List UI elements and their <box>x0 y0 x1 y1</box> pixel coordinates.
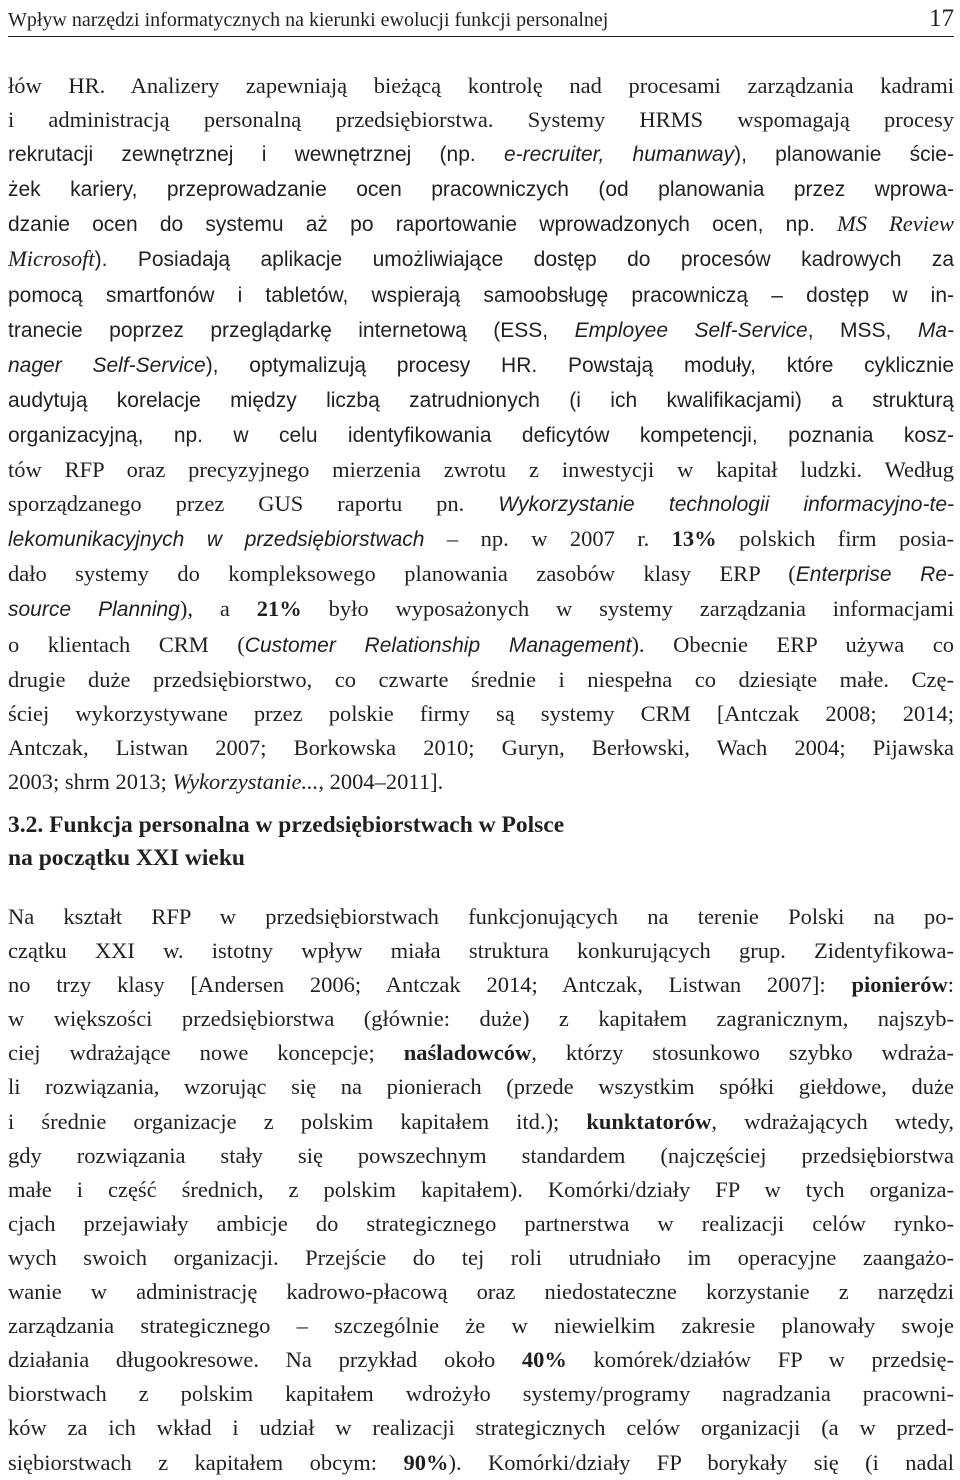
italic-text: Enterprise Re- <box>795 563 954 587</box>
text-line <box>8 103 954 137</box>
text-segment: działania długookresowe. Na przykład około <box>8 1347 522 1373</box>
text-line <box>8 383 954 418</box>
text-segment: no trzy klasy [Andersen 2006; Antczak 2014; Antczak, Listwan 2007]: <box>8 972 852 998</box>
text-line <box>8 1275 954 1309</box>
text-line <box>8 1241 954 1275</box>
text-line <box>8 522 954 557</box>
text-line <box>8 1309 954 1343</box>
text-line <box>8 765 954 799</box>
text-segment: zarządzania strategicznego – szczególnie że w niewielkim zakresie planowały swoje <box>8 1313 954 1339</box>
text-line <box>8 1377 954 1411</box>
text-segment: i administracją personalną przedsiębiorstwa. Systemy HRMS wspomagają procesy <box>8 107 954 133</box>
italic-text: Ma- <box>917 318 954 342</box>
bold-text: 90% <box>403 1449 449 1475</box>
text-line <box>8 1207 954 1241</box>
text-line <box>8 1070 954 1104</box>
text-line <box>8 1036 954 1070</box>
text-segment: sporządzanego przez GUS raportu pn. <box>8 491 499 517</box>
text-segment: i średnie organizacje z polskim kapitałem itd.); <box>8 1108 587 1134</box>
bold-text: pionierów <box>851 972 948 998</box>
italic-text: Wykorzystanie technologii informacyjno-te- <box>498 493 954 517</box>
italic-text: Wykorzystanie... <box>172 768 319 794</box>
text-segment: o klientach CRM ( <box>8 631 245 657</box>
text-line <box>8 663 954 697</box>
text-line <box>8 278 954 313</box>
text-segment: – np. w 2007 r. <box>424 526 672 552</box>
text-segment: cjach przejawiały ambicje do strategicznego partnerstwa w realizacji celów rynko- <box>8 1210 954 1236</box>
text-segment: , którzy stosunkowo szybko wdraża- <box>531 1040 954 1066</box>
section-heading <box>8 809 954 875</box>
text-segment: siębiorstwach z kapitałem obcym: <box>8 1449 404 1475</box>
text-segment: Na kształt RFP w przedsiębiorstwach funkcjonujących na terenie Polski na po- <box>8 904 954 929</box>
text-line <box>8 453 954 487</box>
italic-text: lekomunikacyjnych w przedsiębiorstwach <box>8 528 425 552</box>
text-line <box>8 1173 954 1207</box>
text-line <box>8 137 954 172</box>
text-line <box>8 592 954 627</box>
italic-text: Employee Self-Service <box>574 318 808 342</box>
text-segment: , 2004–2011]. <box>318 768 444 794</box>
text-segment: organizacyjną, np. w celu identyfikowania deficytów kompetencji, poznania kosz- <box>8 423 954 447</box>
text-segment: , wdrażających wtedy, <box>711 1108 954 1134</box>
text-line <box>8 900 954 934</box>
italic-text: MS Review <box>837 211 954 237</box>
text-segment: biorstwach z polskim kapitałem wdrożyło systemy/programy nagradzania pracowni- <box>8 1381 954 1407</box>
italic-text: e-recruiter, humanway <box>503 143 735 167</box>
text-segment: w większości przedsiębiorstwa (głównie: duże) z kapitałem zagranicznym, najszyb- <box>8 1006 954 1032</box>
bold-text: kunktatorów <box>586 1108 712 1134</box>
text-segment: ściej wykorzystywane przez polskie firmy są systemy CRM [Antczak 2008; 2014; <box>8 700 954 726</box>
text-line <box>8 418 954 453</box>
italic-text: Customer Relationship Management <box>244 633 632 657</box>
bold-text: 13% <box>671 526 717 552</box>
text-segment: tranecie poprzez przeglądarkę internetową (ESS, <box>8 318 575 342</box>
text-segment: pomocą smartfonów i tabletów, wspierają samoobsługę pracowniczą – dostęp w in- <box>8 283 954 307</box>
text-line <box>8 557 954 592</box>
text-segment: li rozwiązania, wzorując się na pionierach (przede wszystkim spółki giełdowe, duże <box>8 1074 954 1100</box>
running-head <box>8 6 954 37</box>
text-segment: , MSS, <box>807 318 918 342</box>
text-segment: audytują korelacje między liczbą zatrudnionych (i ich kwalifikacjami) a strukturą <box>8 388 954 412</box>
text-line <box>8 207 954 242</box>
text-segment: wych swoich organizacji. Przejście do tej roli utrudniało im operacyjne zaangażo- <box>8 1244 954 1270</box>
section-heading-line-1: 3.2. Funkcja personalna w przedsiębiorstwach w Polsce <box>8 812 565 838</box>
text-line <box>8 313 954 348</box>
text-segment: czątku XXI w. istotny wpływ miała struktura konkurujących grup. Zidentyfikowa- <box>8 938 954 964</box>
text-line <box>8 242 954 277</box>
text-segment: ków za ich wkład i udział w realizacji strategicznych celów organizacji (a w przed- <box>8 1415 954 1441</box>
bold-text: 40% <box>521 1347 567 1373</box>
text-line <box>8 968 954 1002</box>
text-segment: ciej wdrażające nowe koncepcje; <box>8 1040 404 1066</box>
text-line <box>8 1002 954 1036</box>
text-segment: ). Posiadają aplikacje umożliwiające dostęp do procesów kadrowych za <box>94 248 954 272</box>
text-line <box>8 697 954 731</box>
text-line <box>8 1446 954 1480</box>
text-segment: tów RFP oraz precyzyjnego mierzenia zwrotu z inwestycji w kapitał ludzki. Według <box>8 457 954 483</box>
body-paragraph-2 <box>8 900 954 1480</box>
text-segment: drugie duże przedsiębiorstwo, co czwarte średnie i niespełna co dziesiąte małe. Czę- <box>8 666 954 692</box>
bold-text: naśladowców <box>403 1040 532 1066</box>
text-segment: małe i część średnich, z polskim kapitałem). Komórki/działy FP w tych organiza- <box>8 1176 954 1202</box>
text-segment: ), optymalizują procesy HR. Powstają moduły, które cyklicznie <box>205 353 954 377</box>
text-line <box>8 628 954 663</box>
italic-text: source Planning <box>8 598 180 622</box>
text-line <box>8 1139 954 1173</box>
text-segment: dzanie ocen do systemu aż po raportowanie wprowadzonych ocen, np. <box>8 213 838 237</box>
text-line <box>8 69 954 103</box>
text-segment: komórek/działów FP w przedsię- <box>566 1347 954 1373</box>
text-segment: ), planowanie ście- <box>734 143 954 167</box>
bold-text: 21% <box>256 596 302 622</box>
text-segment: było wyposażonych w systemy zarządzania informacjami <box>301 596 954 622</box>
running-head-title: Wpływ narzędzi informatycznych na kierunki ewolucji funkcji personalnej <box>8 9 609 31</box>
text-segment: łów HR. Analizery zapewniają bieżącą kontrolę nad procesami zarządzania kadrami <box>8 73 954 98</box>
text-segment: gdy rozwiązania stały się powszechnym standardem (najczęściej przedsiębiorstwa <box>8 1142 954 1168</box>
text-segment: ), a <box>179 596 257 622</box>
text-segment: Antczak, Listwan 2007; Borkowska 2010; Guryn, Berłowski, Wach 2004; Pijawska <box>8 734 954 760</box>
italic-text: nager Self-Service <box>8 353 206 377</box>
text-segment: polskich firm posia- <box>716 526 954 552</box>
text-segment: żek kariery, przeprowadzanie ocen pracowniczych (od planowania przez wprowa- <box>8 178 954 202</box>
text-segment: dało systemy do kompleksowego planowania zasobów klasy ERP ( <box>8 561 796 587</box>
text-segment: rekrutacji zewnętrznej i wewnętrznej (np. <box>8 143 504 167</box>
text-line <box>8 348 954 383</box>
text-line <box>8 172 954 207</box>
text-line <box>8 1411 954 1445</box>
text-line <box>8 1343 954 1377</box>
text-segment: ). Obecnie ERP używa co <box>631 631 954 657</box>
body-paragraph-1 <box>8 69 954 799</box>
text-line <box>8 934 954 968</box>
text-line <box>8 1105 954 1139</box>
text-segment: ). Komórki/działy FP borykały się (i nadal <box>448 1449 954 1475</box>
italic-text: Microsoft <box>8 246 95 272</box>
page-number: 17 <box>929 5 954 32</box>
section-heading-line-2: na początku XXI wieku <box>8 845 245 871</box>
text-line <box>8 731 954 765</box>
text-line <box>8 487 954 522</box>
text-segment: : <box>947 972 954 998</box>
text-segment: 2003; shrm 2013; <box>8 768 173 794</box>
text-segment: wanie w administrację kadrowo-płacową oraz niedostateczne korzystanie z narzędzi <box>8 1279 954 1305</box>
